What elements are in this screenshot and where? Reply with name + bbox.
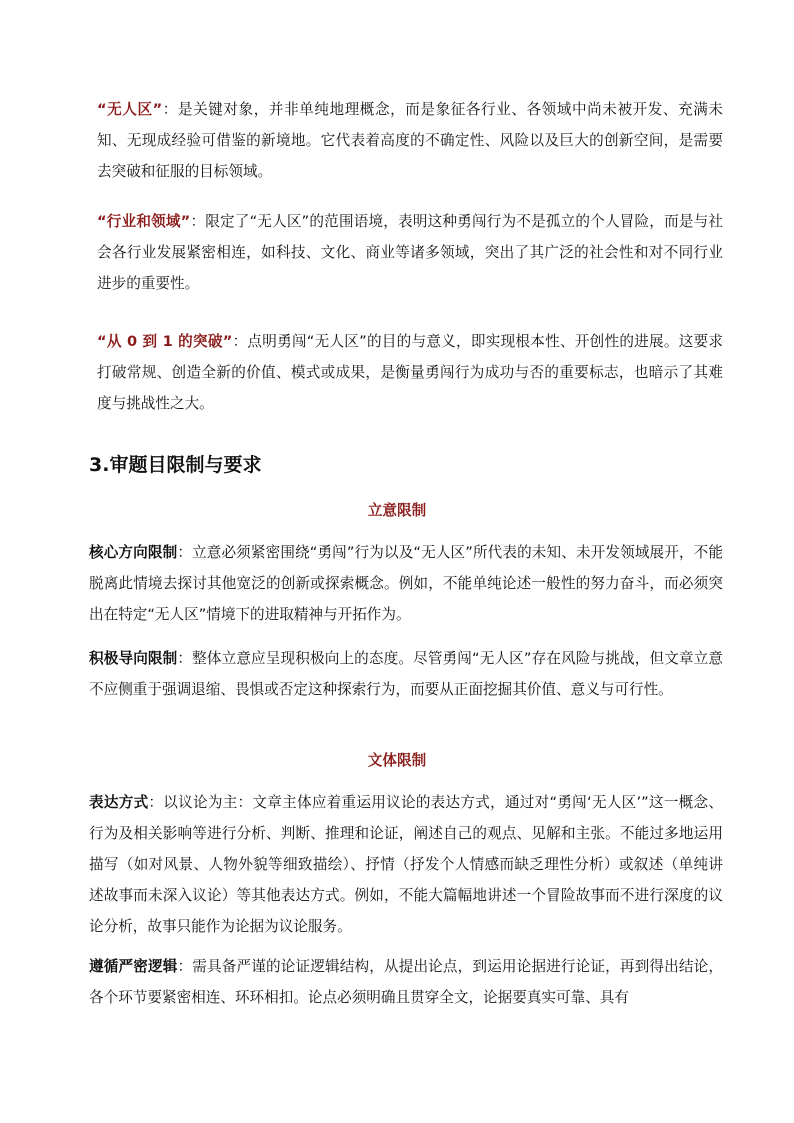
subheading-intent: 立意限制 [367,502,427,519]
item-lead: 积极导向限制 [89,650,178,667]
subheading-style: 文体限制 [367,752,427,769]
definition-term: “无人区” [97,101,163,118]
definition-paragraph [97,94,723,187]
item-lead: 核心方向限制 [89,544,178,561]
style-item [89,951,723,1013]
definition-paragraph [97,206,723,299]
definition-paragraph [97,326,723,419]
definition-text: ：点明勇闯“无人区”的目的与意义，即实现根本性、开创性的进展。这要求打破常规、创造全新的价值、模式或成果，是衡量勇闯行为成功与否的重要标志，也暗示了其难度与挑战性之大。 [97,333,723,412]
intent-item [89,643,723,705]
section-heading: 3.审题目限制与要求 [89,454,262,476]
item-text: ：立意必须紧密围绕“勇闯”行为以及“无人区”所代表的未知、未开发领域展开，不能脱离此情境去探讨其他宽泛的创新或探索概念。例如，不能单纯论述一般性的努力奋斗，而必须突出在特定“无人区”情境下的进取精神与开拓作为。 [89,544,723,623]
item-text: ：需具备严谨的论证逻辑结构，从提出论点，到运用论据进行论证，再到得出结论，各个环节要紧密相连、环环相扣。论点必须明确且贯穿全文，论据要真实可靠、具有 [89,958,723,1006]
definition-term: “从 0 到 1 的突破” [97,333,233,350]
item-lead: 遵循严密逻辑 [89,958,178,975]
definition-text: ：是关键对象，并非单纯地理概念，而是象征各行业、各领域中尚未被开发、充满未知、无现成经验可借鉴的新境地。它代表着高度的不确定性、风险以及巨大的创新空间，是需要去突破和征服的目标领域。 [97,101,723,180]
item-lead: 表达方式 [89,794,149,811]
item-text: ：整体立意应呈现积极向上的态度。尽管勇闯“无人区”存在风险与挑战，但文章立意不应侧重于强调退缩、畏惧或否定这种探索行为，而要从正面挖掘其价值、意义与可行性。 [89,650,723,698]
item-text: ：以议论为主：文章主体应着重运用议论的表达方式，通过对“勇闯‘无人区’”这一概念、行为及相关影响等进行分析、判断、推理和论证，阐述自己的观点、见解和主张。不能过多地运用描写（如对风景、人物外貌等细致描绘）、抒情（抒发个人情感而缺乏理性分析）或叙述（单纯讲述故事而未深入议论）等其他表达方式。例如，不能大篇幅地讲述一个冒险故事而不进行深度的议论分析，故事只能作为论据为议论服务。 [89,794,723,935]
intent-item [89,537,723,630]
style-item [89,787,723,942]
definition-text: ：限定了“无人区”的范围语境，表明这种勇闯行为不是孤立的个人冒险，而是与社会各行业发展紧密相连，如科技、文化、商业等诸多领域，突出了其广泛的社会性和对不同行业进步的重要性。 [97,213,724,292]
definition-term: “行业和领域” [97,213,191,230]
